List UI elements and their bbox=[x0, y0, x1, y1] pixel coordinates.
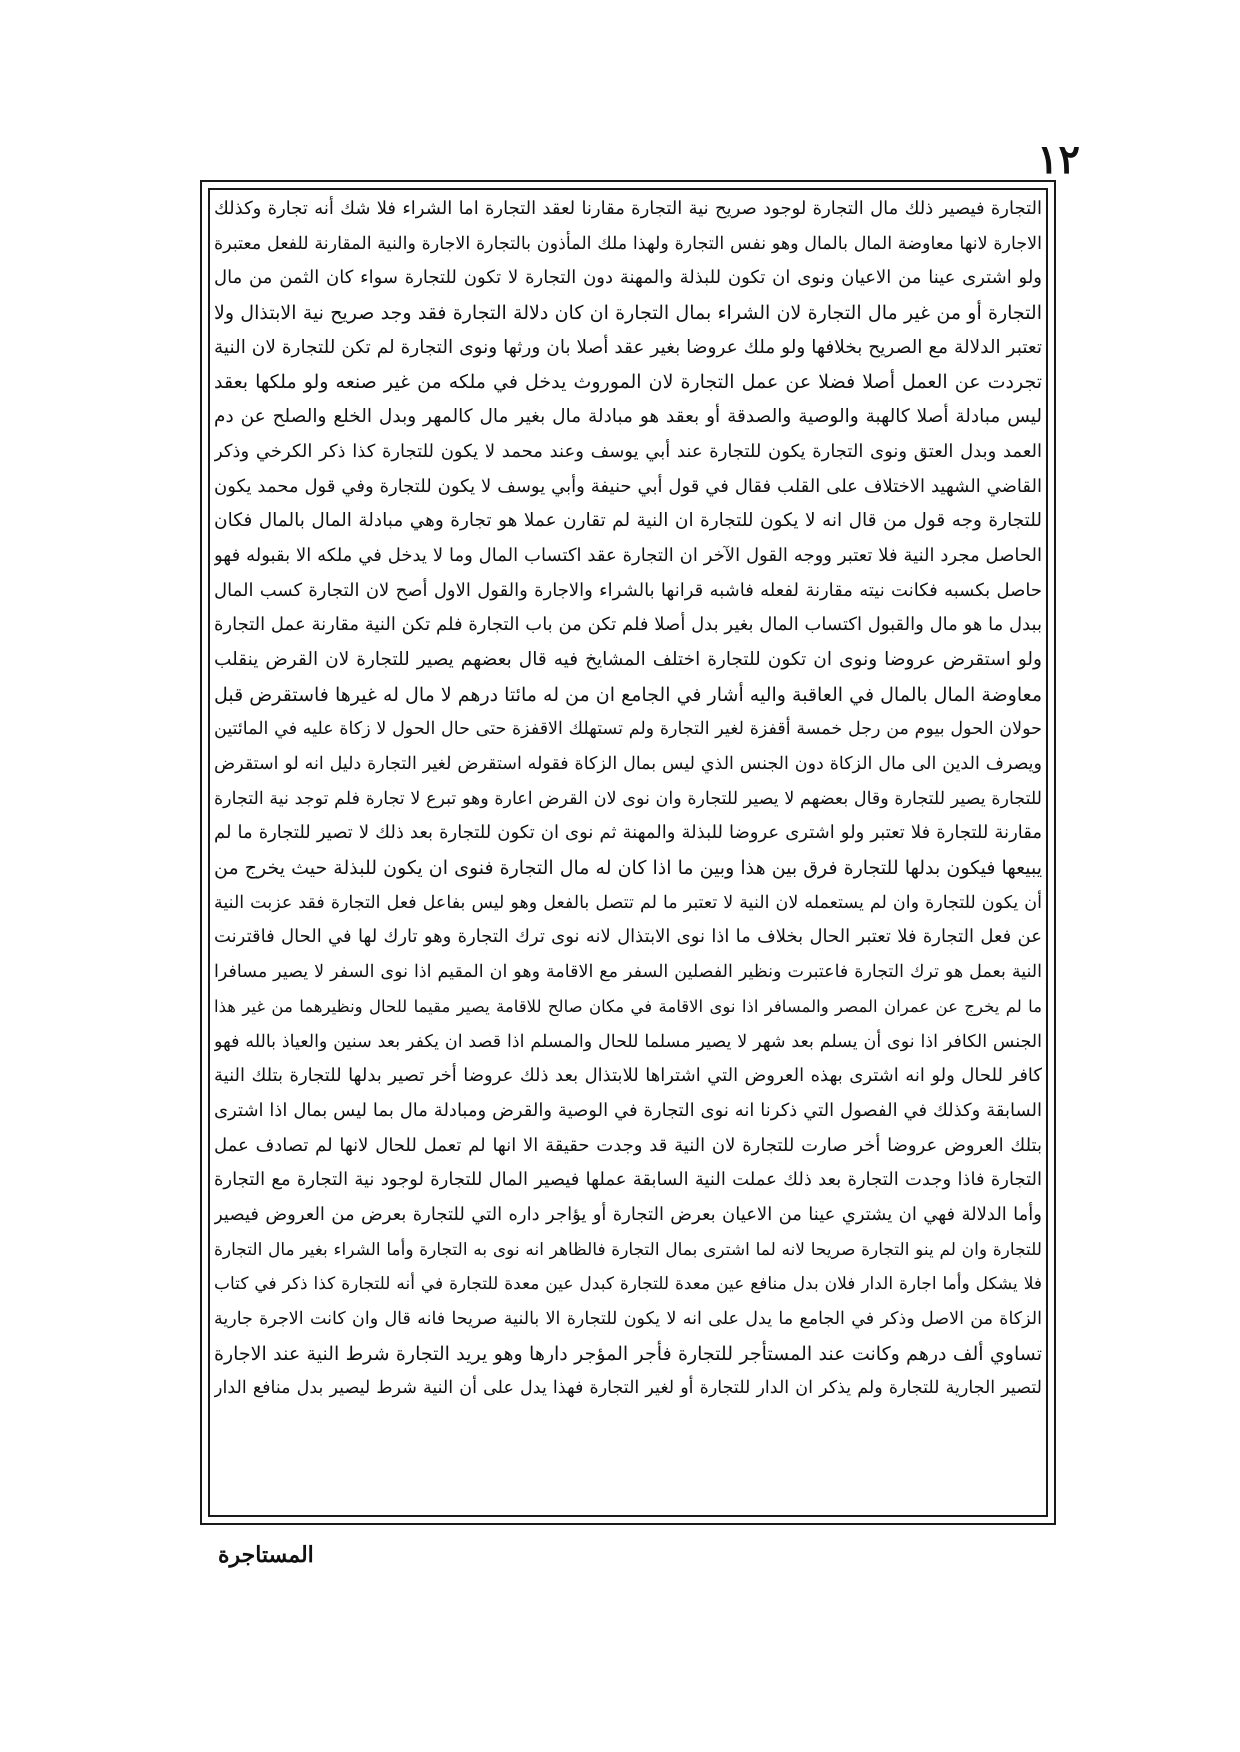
text-line: للتجارة يصير للتجارة وقال بعضهم لا يصير للتجارة وان نوى لان القرض اعارة وهو تبرع لا تجارة فلم توجد نية التجارة bbox=[214, 788, 1042, 809]
text-line: ولو استقرض عروضا ونوى ان تكون للتجارة اختلف المشايخ فيه قال بعضهم يصير للتجارة لان القرض ينقلب bbox=[214, 648, 1042, 670]
text-line: معاوضة المال بالمال في العاقبة واليه أشار في الجامع ان من له مائتا درهم لا مال له غيرها فاستقرض قبل bbox=[214, 683, 1042, 706]
text-line: النية بعمل هو ترك التجارة فاعتبرت ونظير الفصلين السفر مع الاقامة وهو ان المقيم اذا نوى السفر لا يصير مسافرا bbox=[214, 962, 1042, 983]
body-text bbox=[214, 192, 1042, 1512]
text-line: لتصير الجارية للتجارة ولم يذكر ان الدار للتجارة أو لغير التجارة فهذا يدل على أن النية شرط ليصير بدل منافع الدار bbox=[214, 1378, 1042, 1399]
text-line: للتجارة وجه قول من قال انه لا يكون للتجارة ان النية لم تقارن عملا هو تجارة وهي مبادلة المال بالمال فكان bbox=[214, 510, 1042, 532]
text-line: التجارة أو من غير مال التجارة لان الشراء بمال التجارة ان كان دلالة التجارة فقد وجد صريح نية الابتذال ولا bbox=[214, 302, 1042, 325]
text-line: وأما الدلالة فهي ان يشتري عينا من الاعيان بعرض التجارة أو يؤاجر داره التي للتجارة بعرض من العروض فيصير bbox=[214, 1203, 1042, 1225]
text-line: حولان الحول بيوم من رجل خمسة أقفزة لغير التجارة ولم تستهلك الاقفزة حتى حال الحول لا زكاة عليه في المائتين bbox=[214, 719, 1042, 740]
text-line: الاجارة لانها معاوضة المال بالمال وهو نفس التجارة ولهذا ملك المأذون بالتجارة الاجارة والنية المقارنة للفعل معتبرة bbox=[214, 233, 1042, 254]
text-line: تعتبر الدلالة مع الصريح بخلافها ولو ملك عروضا بغير عقد أصلا بان ورثها ونوى التجارة لم تكن للتجارة لان النية bbox=[214, 336, 1042, 358]
text-line: بتلك العروض عروضا أخر صارت للتجارة لان النية قد وجدت حقيقة الا انها لم تعمل للحال لانها لم تصادف عمل bbox=[214, 1134, 1042, 1156]
text-line: حاصل بكسبه فكانت نيته مقارنة لفعله فاشبه قرانها بالشراء والاجارة والقول الاول أصح لان التجارة كسب المال bbox=[214, 579, 1042, 601]
text-line: التجارة فاذا وجدت التجارة بعد ذلك عملت النية السابقة عملها فيصير المال للتجارة لوجود نية التجارة مع التجارة bbox=[214, 1169, 1042, 1191]
text-line: العمد وبدل العتق ونوى التجارة يكون للتجارة عند أبي يوسف وعند محمد لا يكون للتجارة كذا ذكر الكرخي وذكر bbox=[214, 440, 1042, 462]
text-line: ليس مبادلة أصلا كالهبة والوصية والصدقة أو بعقد هو مبادلة مال بغير مال كالمهر وبدل الخلع والصلح عن دم bbox=[214, 406, 1042, 428]
text-line: الزكاة من الاصل وذكر في الجامع ما يدل على انه لا يكون للتجارة الا بالنية صريحا فانه قال وان كانت الاجرة جارية bbox=[214, 1309, 1042, 1329]
text-line: عن فعل التجارة فلا تعتبر الحال بخلاف ما اذا نوى الابتذال لانه نوى ترك التجارة وهو تارك لها في الحال فاقترنت bbox=[214, 926, 1042, 948]
text-line: يبيعها فيكون بدلها للتجارة فرق بين هذا وبين ما اذا كان له مال التجارة فنوى ان يكون للبذلة حيث يخرج من bbox=[214, 857, 1042, 880]
text-line: التجارة فيصير ذلك مال التجارة لوجود صريح نية التجارة مقارنا لعقد التجارة اما الشراء فلا شك أنه تجارة وكذلك bbox=[214, 198, 1042, 219]
text-line: للتجارة وان لم ينو التجارة صريحا لانه لما اشترى بمال التجارة فالظاهر انه نوى به التجارة وأما الشراء بغير مال التجارة bbox=[214, 1239, 1042, 1260]
text-line: تجردت عن العمل أصلا فضلا عن عمل التجارة لان الموروث يدخل في ملكه من غير صنعه ولو ملكها بعقد bbox=[214, 371, 1042, 394]
text-line: القاضي الشهيد الاختلاف على القلب فقال في قول أبي حنيفة وأبي يوسف لا يكون للتجارة وفي قول محمد يكون bbox=[214, 475, 1042, 497]
text-line: الحاصل مجرد النية فلا تعتبر ووجه القول الآخر ان التجارة عقد اكتساب المال وما لا يدخل في ملكه الا بقبوله فهو bbox=[214, 544, 1042, 566]
text-line: ولو اشترى عينا من الاعيان ونوى ان تكون للبذلة والمهنة دون التجارة لا تكون للتجارة سواء كان الثمن من مال bbox=[214, 267, 1042, 289]
text-line: كافر للحال ولو انه اشترى بهذه العروض التي اشتراها للابتذال بعد ذلك عروضا أخر تصير بدلها للتجارة بتلك النية bbox=[214, 1065, 1042, 1087]
text-line: تساوي ألف درهم وكانت عند المستأجر للتجارة فأجر المؤجر دارها وهو يريد التجارة شرط النية عند الاجارة bbox=[214, 1342, 1042, 1365]
text-line: فلا يشكل وأما اجارة الدار فلان بدل منافع عين معدة للتجارة كبدل عين معدة للتجارة في أنه للتجارة كذا ذكر في كتاب bbox=[214, 1274, 1042, 1295]
text-line: أن يكون للتجارة وان لم يستعمله لان النية لا تعتبر ما لم تتصل بالفعل وهو ليس بفاعل فعل التجارة فقد عزبت النية bbox=[214, 892, 1042, 913]
text-line: مقارنة للتجارة فلا تعتبر ولو اشترى عروضا للبذلة والمهنة ثم نوى ان تكون للتجارة بعد ذلك لا تصير للتجارة ما لم bbox=[214, 822, 1042, 844]
page-number: ١٢ bbox=[1037, 136, 1080, 183]
catchword: المستاجرة bbox=[218, 1542, 314, 1568]
text-line: ما لم يخرج عن عمران المصر والمسافر اذا نوى الاقامة في مكان صالح للاقامة يصير مقيما للحال ونظيرهما من غير هذا bbox=[214, 996, 1042, 1016]
text-line: السابقة وكذلك في الفصول التي ذكرنا انه نوى التجارة في الوصية والقرض ومبادلة مال بما ليس بمال اذا اشترى bbox=[214, 1099, 1042, 1121]
text-line: ببدل ما هو مال والقبول اكتساب المال بغير بدل أصلا فلم تكن من باب التجارة فلم تكن النية مقارنة عمل التجارة bbox=[214, 614, 1042, 636]
text-line: الجنس الكافر اذا نوى أن يسلم بعد شهر لا يصير مسلما للحال والمسلم اذا قصد ان يكفر بعد سنين والعياذ بالله فهو bbox=[214, 1031, 1042, 1052]
text-line: ويصرف الدين الى مال الزكاة دون الجنس الذي ليس بمال الزكاة فقوله استقرض لغير التجارة دليل انه لو استقرض bbox=[214, 754, 1042, 774]
